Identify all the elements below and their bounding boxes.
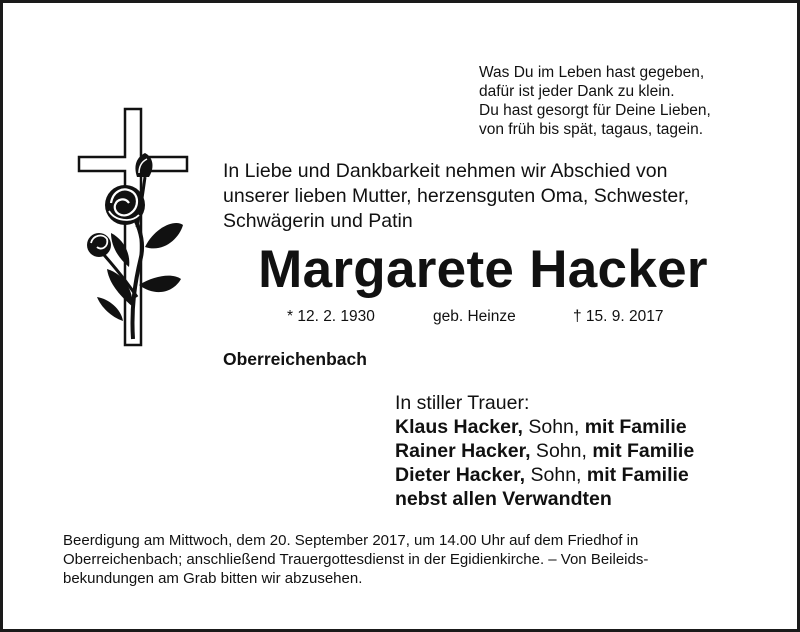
intro-line: Schwägerin und Patin: [223, 210, 413, 232]
mourner-suffix: mit Familie: [584, 416, 687, 438]
mourners-heading: In stiller Trauer:: [395, 392, 530, 414]
funeral-line: Beerdigung am Mittwoch, dem 20. September 2017, um 14.00 Uhr auf dem Friedhof in: [63, 532, 639, 549]
maiden-name: geb. Heinze: [433, 308, 516, 325]
cross-with-roses-icon: [75, 107, 195, 347]
mourner-name: Dieter Hacker,: [395, 464, 526, 486]
mourner-suffix: mit Familie: [592, 440, 695, 462]
intro-line: In Liebe und Dankbarkeit nehmen wir Abschied von: [223, 160, 668, 182]
mourner-suffix: mit Familie: [586, 464, 689, 486]
poem-line: dafür ist jeder Dank zu klein.: [479, 83, 675, 100]
poem-line: Was Du im Leben hast gegeben,: [479, 64, 705, 81]
mourners-list: [395, 391, 785, 511]
place-name: Oberreichenbach: [223, 349, 367, 369]
deceased-name-text: Margarete Hacker: [258, 240, 708, 299]
funeral-line: bekundungen am Grab bitten wir abzusehen.: [63, 570, 363, 587]
death-date: † 15. 9. 2017: [573, 308, 664, 325]
mourner-row: [395, 463, 785, 487]
funeral-line: Oberreichenbach; anschließend Trauergottesdienst in der Egidienkirche. – Von Beileids-: [63, 551, 649, 568]
funeral-notice: [63, 531, 783, 588]
poem-line: von früh bis spät, tagaus, tagein.: [479, 121, 704, 138]
mourner-relation: Sohn,: [525, 464, 587, 486]
intro-line: unserer lieben Mutter, herzensguten Oma, Schwester,: [223, 185, 690, 207]
mourner-row: [395, 415, 785, 439]
mourner-relation: Sohn,: [522, 416, 585, 438]
deceased-name: [223, 239, 743, 301]
poem-line: Du hast gesorgt für Deine Lieben,: [479, 102, 711, 119]
mourners-closing: nebst allen Verwandten: [395, 488, 612, 510]
intro-text: [223, 159, 783, 234]
mourner-row: [395, 439, 785, 463]
mourner-name: Klaus Hacker,: [395, 416, 523, 438]
mourner-name: Rainer Hacker,: [395, 440, 531, 462]
poem: [479, 63, 779, 139]
mourner-relation: Sohn,: [530, 440, 593, 462]
birth-date: * 12. 2. 1930: [287, 308, 375, 325]
